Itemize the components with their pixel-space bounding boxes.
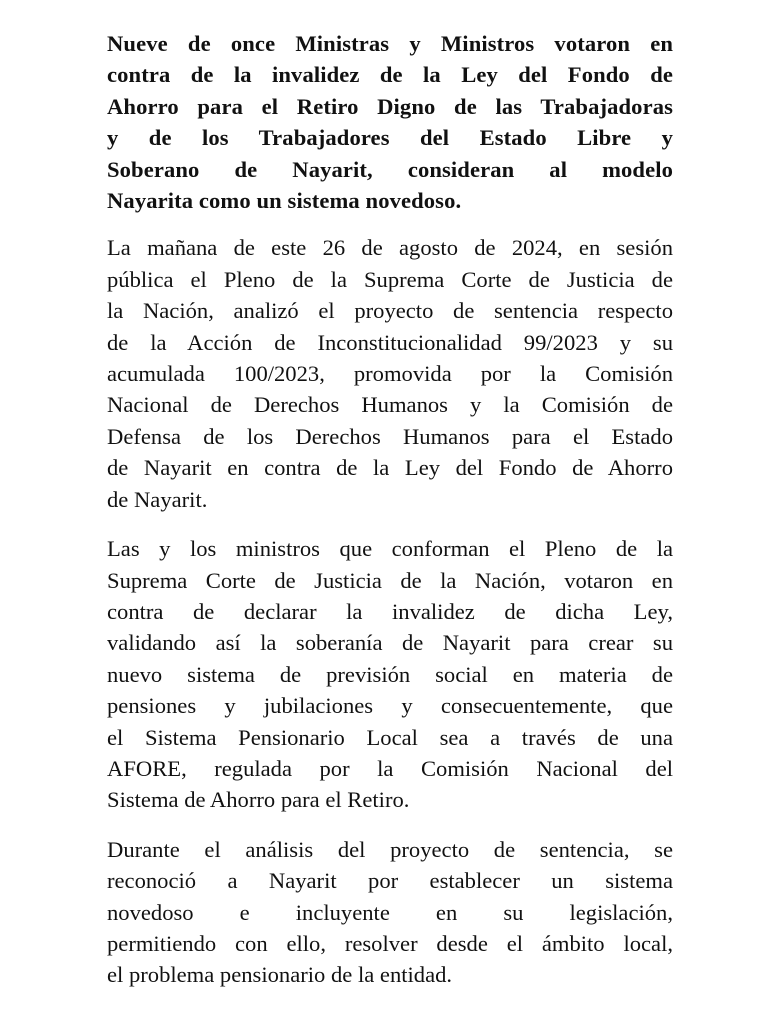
headline xyxy=(107,28,673,216)
paragraph-line: el Sistema Pensionario Local sea a través de una xyxy=(107,724,673,750)
paragraph-line: reconoció a Nayarit por establecer un sistema xyxy=(107,868,673,894)
paragraph-line: el problema pensionario de la entidad. xyxy=(107,962,453,988)
paragraph-line: Defensa de los Derechos Humanos para el Estado xyxy=(107,423,673,449)
paragraph-recognition xyxy=(107,834,673,991)
paragraph-line: pública el Pleno de la Suprema Corte de Justicia de xyxy=(107,266,673,292)
paragraph-line: acumulada 100/2023, promovida por la Comisión xyxy=(107,361,673,387)
headline-line: Ahorro para el Retiro Digno de las Trabajadoras xyxy=(107,93,673,119)
paragraph-session xyxy=(107,232,673,515)
document xyxy=(107,28,673,1009)
paragraph-line: nuevo sistema de previsión social en materia de xyxy=(107,661,673,687)
paragraph-line: Suprema Corte de Justicia de la Nación, votaron en xyxy=(107,567,673,593)
headline-line: contra de la invalidez de la Ley del Fondo de xyxy=(107,62,673,88)
paragraph-line: Sistema de Ahorro para el Retiro. xyxy=(107,787,410,813)
paragraph-line: Nacional de Derechos Humanos y la Comisión de xyxy=(107,392,673,418)
paragraph-line: de Nayarit. xyxy=(107,486,208,512)
paragraph-line: contra de declarar la invalidez de dicha Ley, xyxy=(107,598,673,624)
headline-line: Nayarita como un sistema novedoso. xyxy=(107,188,462,214)
paragraph-line: novedoso e incluyente en su legislación, xyxy=(107,899,673,925)
paragraph-line: Durante el análisis del proyecto de sentencia, se xyxy=(107,836,673,862)
paragraph-vote xyxy=(107,533,673,816)
paragraph-line: La mañana de este 26 de agosto de 2024, en sesión xyxy=(107,235,673,261)
paragraph-line: de Nayarit en contra de la Ley del Fondo de Ahorro xyxy=(107,455,673,481)
headline-line: y de los Trabajadores del Estado Libre y xyxy=(107,125,673,151)
paragraph-line: validando así la soberanía de Nayarit para crear su xyxy=(107,630,673,656)
paragraph-line: de la Acción de Inconstitucionalidad 99/2023 y su xyxy=(107,329,673,355)
headline-line: Soberano de Nayarit, consideran al modelo xyxy=(107,156,673,182)
paragraph-line: la Nación, analizó el proyecto de sentencia respecto xyxy=(107,298,673,324)
headline-line: Nueve de once Ministras y Ministros votaron en xyxy=(107,31,673,56)
paragraph-line: AFORE, regulada por la Comisión Nacional del xyxy=(107,755,673,781)
paragraph-line: pensiones y jubilaciones y consecuentemente, que xyxy=(107,693,673,719)
paragraph-line: Las y los ministros que conforman el Pleno de la xyxy=(107,536,673,562)
paragraph-line: permitiendo con ello, resolver desde el ámbito local, xyxy=(107,930,673,956)
